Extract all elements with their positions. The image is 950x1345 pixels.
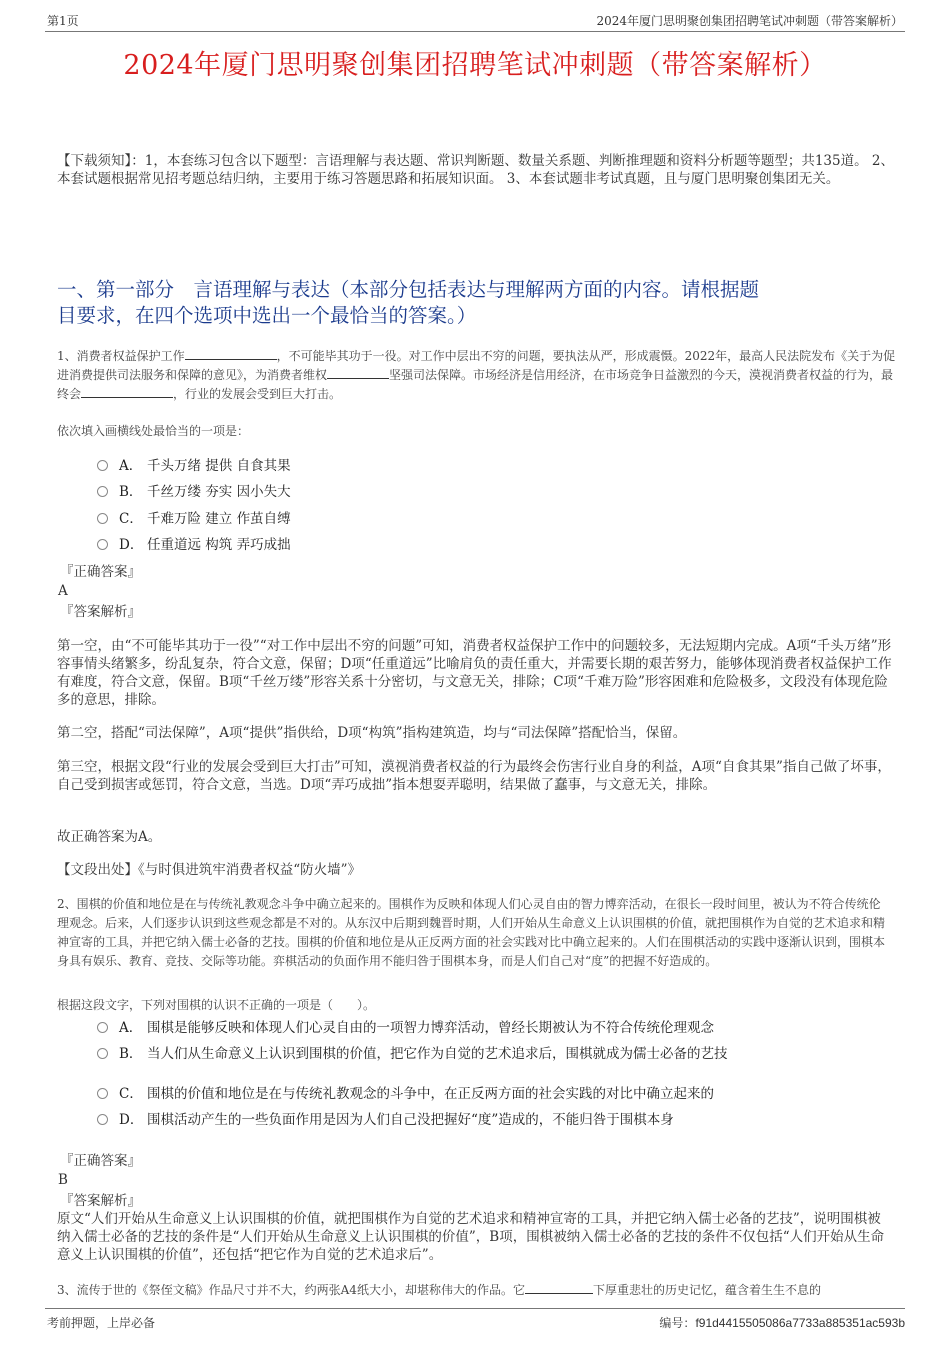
- q1-option-a[interactable]: A． 千头万绪 提供 自食其果: [97, 457, 291, 475]
- q3-text-2: 下厚重悲壮的历史记忆，蕴含着生生不息的: [592, 1283, 821, 1297]
- footer-code: [659, 1314, 905, 1331]
- q2-analysis: 原文“人们开始从生命意义上认识围棋的价值，就把围棋作为自觉的艺术追求和精神宣寄的工具，并把它纳入儒士必备的艺技”，说明围棋被纳入儒士必备的艺技的条件是“人们开始从生命意义上认识围棋的价值”，B项，围棋被纳入儒士必备的艺技的条件不仅包括“人们开始从生命意义上认识围棋的价值”，还包括“把它作为自觉的艺术追求后”。: [57, 1211, 885, 1263]
- q1-text-4: ，行业的发展会受到巨大打击。: [173, 387, 342, 401]
- radio-icon[interactable]: [97, 513, 108, 524]
- q2-answer: B: [58, 1172, 68, 1188]
- footer-slogan: 考前押题，上岸必备: [47, 1316, 156, 1330]
- page-number: 第1页: [47, 14, 79, 28]
- question-2-prompt: 根据这段文字，下列对围棋的认识不正确的一项是（ ）。: [57, 998, 376, 1012]
- q1-analysis-4: 故正确答案为A。: [57, 829, 162, 845]
- q1-answer-label: 『正确答案』: [60, 564, 141, 580]
- blank-3: [81, 385, 173, 398]
- radio-icon[interactable]: [97, 486, 108, 497]
- q3-text-1: 3、流传于世的《祭侄文稿》作品尺寸并不大，约两张A4纸大小，却堪称伟大的作品。它: [57, 1283, 525, 1297]
- q2-answer-label: 『正确答案』: [60, 1153, 141, 1169]
- q1-text-1: 1、消费者权益保护工作: [57, 349, 185, 363]
- question-1-stem: [57, 347, 899, 404]
- q1-analysis-2: 第二空，搭配“司法保障”，A项“提供”指供给，D项“构筑”指构建筑造，均与“司法保障”搭配恰当，保留。: [57, 725, 687, 741]
- q1-analysis-label: 『答案解析』: [60, 604, 141, 620]
- q1-answer: A: [58, 583, 68, 599]
- q1-analysis-1: 第一空，由“不可能毕其功于一役”“对工作中层出不穷的问题”可知，消费者权益保护工作中的问题较多，无法短期内完成。A项“千头万绪”形容事情头绪繁多，纷乱复杂，符合文意，保留；D项“任重道远”比喻肩负的责任重大，并需要长期的艰苦努力，能够体现消费者权益保护工作有难度，符合文意，保留。B项“千丝万缕”形容关系十分密切，与文意无关，排除；C项“千难万险”形容困难和危险极多，文段没有体现危险多的意思，排除。: [57, 638, 892, 708]
- blank-2: [327, 366, 389, 379]
- radio-icon[interactable]: [97, 1022, 108, 1033]
- section-heading: [57, 277, 907, 329]
- q1-text-2: ，不可能毕其功于一役。对工作中层出不穷的问题，要执法从严，形成震慑。2022年，最高人民法院发布《关于为促进消费提供司法服务和保障的意见》，为消费者维权: [57, 349, 896, 382]
- question-2-stem: 2、围棋的价值和地位是在与传统礼教观念斗争中确立起来的。围棋作为反映和体现人们心灵自由的智力博弈活动，在很长一段时间里，被认为不符合传统伦理观念。后来，人们逐步认识到这些观念都是不对的。从东汉中后期到魏晋时期，人们开始从生命意义上认识围棋的价值，就把围棋作为自觉的艺术追求和精神宣寄的工具，并把它纳入儒士必备的艺技。围棋的价值和地位是从正反两方面的社会实践对比中确立起来的。人们在围棋活动的实践中逐渐认识到，围棋本身具有娱乐、教育、竞技、交际等功能。弈棋活动的负面作用不能归咎于围棋本身，而是人们自己对“度”的把握不好造成的。: [57, 897, 886, 968]
- q2-option-b[interactable]: B． 当人们从生命意义上认识到围棋的价值，把它作为自觉的艺术追求后，围棋就成为儒士必备的艺技: [97, 1045, 728, 1063]
- blank-q3: [525, 1281, 593, 1294]
- q1-text-3: 坚强司法保障。市场经济是信用经济，在市场竞争日益激烈的今天，漠视消费者权益的行为，最终会: [57, 368, 894, 401]
- q2-option-a[interactable]: A． 围棋是能够反映和体现人们心灵自由的一项智力博弈活动，曾经长期被认为不符合传统伦理观念: [97, 1019, 714, 1037]
- page-title: 2024年厦门思明聚创集团招聘笔试冲刺题（带答案解析）: [123, 50, 827, 81]
- q1-option-c[interactable]: C． 千难万险 建立 作茧自缚: [97, 510, 291, 528]
- q1-option-d[interactable]: D． 任重道远 构筑 弄巧成拙: [97, 536, 291, 554]
- q2-analysis-label: 『答案解析』: [60, 1193, 141, 1209]
- header-rule: [45, 31, 905, 32]
- radio-icon[interactable]: [97, 1088, 108, 1099]
- footer-rule: [45, 1308, 905, 1309]
- question-1-prompt: 依次填入画横线处最恰当的一项是：: [57, 424, 250, 438]
- q1-option-b[interactable]: B． 千丝万缕 夯实 因小失大: [97, 483, 291, 501]
- radio-icon[interactable]: [97, 1114, 108, 1125]
- download-notice: 【下载须知】：1，本套练习包含以下题型：言语理解与表达题、常识判断题、数量关系题、判断推理题和资料分析题等题型；共135道。 2、本套试题根据常见招考题总结归纳，主要用于练习答题思路和拓展知识面。 3、本套试题非考试真题，且与厦门思明聚创集团无关。: [57, 153, 894, 187]
- blank-1: [185, 347, 277, 360]
- question-3-stem: [57, 1281, 907, 1300]
- q2-option-d[interactable]: D． 围棋活动产生的一些负面作用是因为人们自己没把握好“度”造成的，不能归咎于围棋本身: [97, 1111, 674, 1129]
- footer-code-value: f91d4415505086a7733a885351ac593b: [695, 1316, 905, 1330]
- radio-icon[interactable]: [97, 1048, 108, 1059]
- section-heading-line2: 目要求，在四个选项中选出一个最恰当的答案。）: [57, 304, 477, 327]
- footer-code-label: 编号：: [659, 1316, 696, 1330]
- running-title: 2024年厦门思明聚创集团招聘笔试冲刺题（带答案解析）: [596, 14, 903, 28]
- q1-source: 【文段出处】《与时俱进筑牢消费者权益“防火墙”》: [57, 862, 362, 878]
- q1-analysis-3: 第三空，根据文段“行业的发展会受到巨大打击”可知，漠视消费者权益的行为最终会伤害行业自身的利益，A项“自食其果”指自己做了坏事，自己受到损害或惩罚，符合文意，当选。D项“弄巧成拙”指本想耍弄聪明，结果做了蠢事，与文意无关，排除。: [57, 759, 891, 793]
- section-heading-line1: 一、第一部分 言语理解与表达（本部分包括表达与理解两方面的内容。请根据题: [57, 278, 760, 301]
- q2-option-c[interactable]: C． 围棋的价值和地位是在与传统礼教观念的斗争中，在正反两方面的社会实践的对比中确立起来的: [97, 1085, 714, 1103]
- radio-icon[interactable]: [97, 460, 108, 471]
- radio-icon[interactable]: [97, 539, 108, 550]
